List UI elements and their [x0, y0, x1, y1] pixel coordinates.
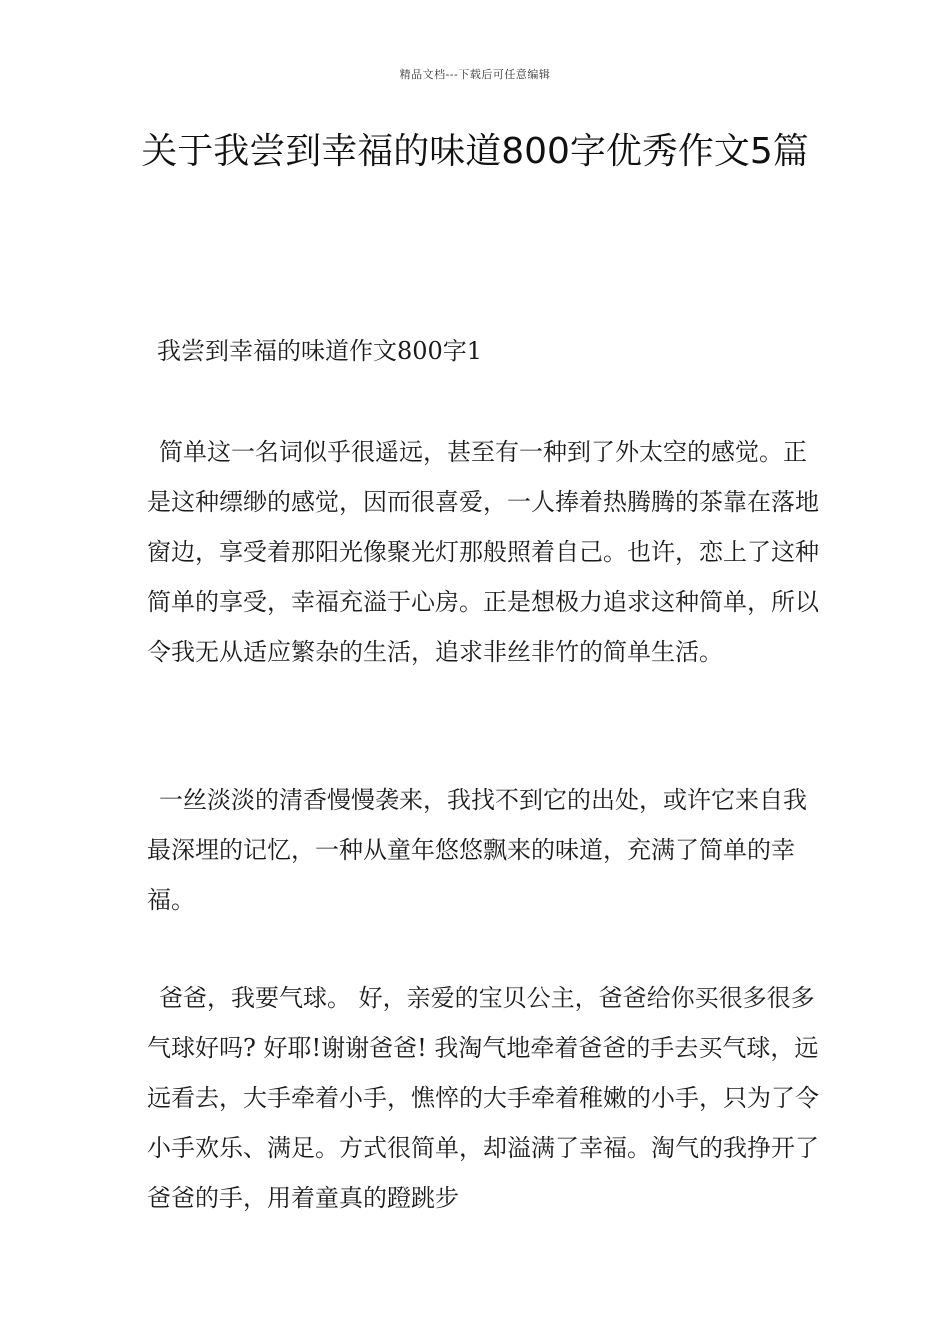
paragraph-3: 爸爸，我要气球。 好，亲爱的宝贝公主，爸爸给你买很多很多气球好吗? 好耶!谢谢爸爸! 我淘气地牵着爸爸的手去买气球，远远看去，大手牵着小手，憔悴的大手牵着稚嫩的小手，只为了令小手欢乐、满足。方式很简单，却溢满了幸福。淘气的我挣开了爸爸的手，用着童真的蹬跳步: [147, 984, 819, 1212]
paragraph-2: 一丝淡淡的清香慢慢袭来，我找不到它的出处，或许它来自我最深埋的记忆，一种从童年悠悠飘来的味道，充满了简单的幸福。: [147, 786, 807, 914]
document-title: 关于我尝到幸福的味道800字优秀作文5篇: [141, 131, 809, 172]
header-note: 精品文档---下载后可任意编辑: [399, 68, 551, 81]
section-heading: 我尝到幸福的味道作文800字1: [157, 337, 483, 365]
paragraph-1: 简单这一名词似乎很遥远，甚至有一种到了外太空的感觉。正是这种缥缈的感觉，因而很喜爱，一人捧着热腾腾的茶靠在落地窗边，享受着那阳光像聚光灯那般照着自己。也许，恋上了这种简单的享受，幸福充溢于心房。正是想极力追求这种简单，所以令我无从适应繁杂的生活，追求非丝非竹的简单生活。: [147, 438, 819, 666]
